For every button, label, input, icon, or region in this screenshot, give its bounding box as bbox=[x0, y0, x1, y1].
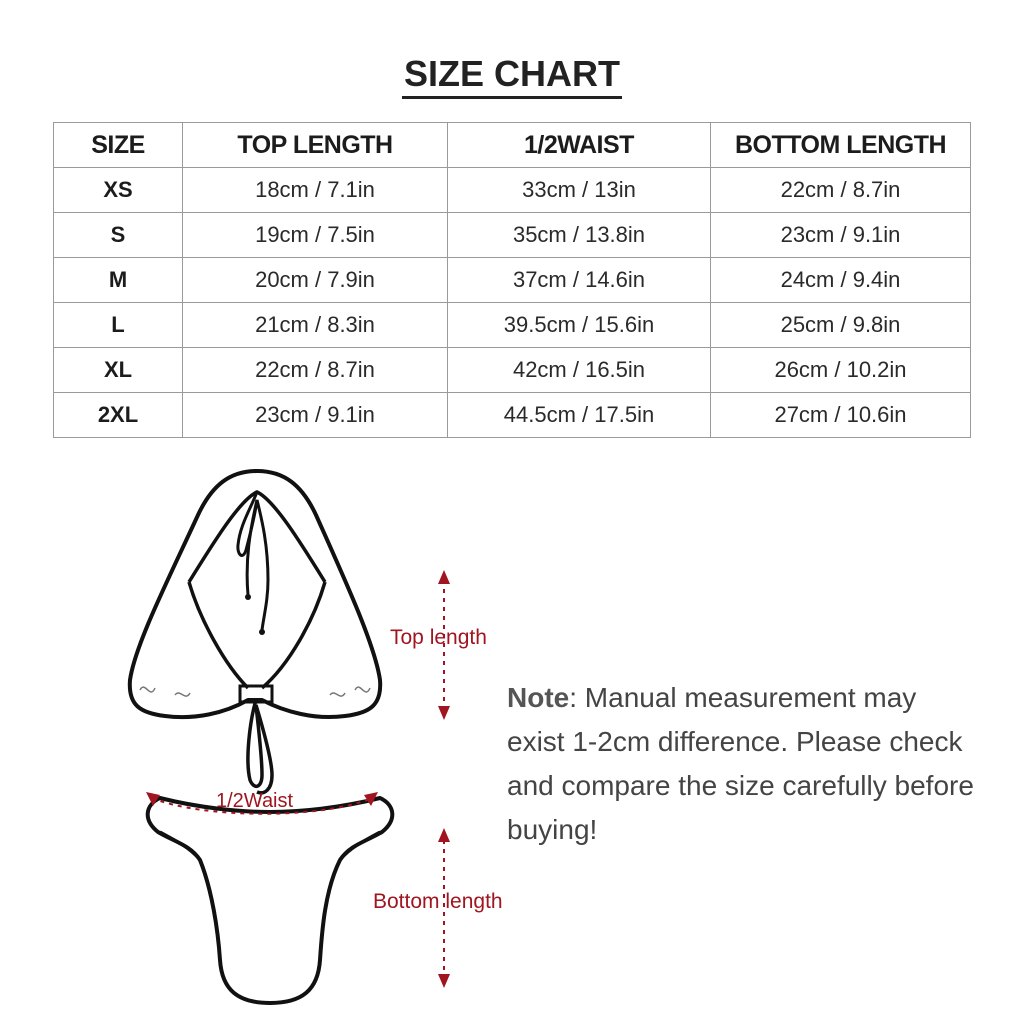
note-text bbox=[507, 676, 977, 852]
header-half-waist: 1/2WAIST bbox=[448, 123, 711, 168]
top-length-label: Top length bbox=[390, 626, 487, 649]
bottom-length-cell: 25cm / 9.8in bbox=[711, 303, 971, 348]
top-length-cell: 22cm / 8.7in bbox=[183, 348, 448, 393]
size-cell: S bbox=[54, 213, 183, 258]
bikini-bottom-outline bbox=[148, 798, 393, 1003]
note-heading: Note bbox=[507, 682, 570, 713]
size-cell: 2XL bbox=[54, 393, 183, 438]
bottom-length-label: Bottom length bbox=[373, 890, 503, 913]
top-length-cell: 20cm / 7.9in bbox=[183, 258, 448, 303]
size-cell: XS bbox=[54, 168, 183, 213]
half-waist-cell: 37cm / 14.6in bbox=[448, 258, 711, 303]
size-cell: XL bbox=[54, 348, 183, 393]
header-bottom-length: BOTTOM LENGTH bbox=[711, 123, 971, 168]
size-cell: M bbox=[54, 258, 183, 303]
half-waist-label: 1/2Waist bbox=[216, 790, 294, 812]
header-size: SIZE bbox=[54, 123, 183, 168]
note-body: : Manual measurement may exist 1-2cm difference. Please check and compare the size carefully before buying! bbox=[507, 682, 974, 845]
bottom-length-cell: 26cm / 10.2in bbox=[711, 348, 971, 393]
center-tie bbox=[248, 700, 272, 793]
size-cell: L bbox=[54, 303, 183, 348]
cup-seam-right bbox=[262, 582, 325, 688]
page-title-text: SIZE CHART bbox=[402, 52, 622, 99]
top-length-cell: 23cm / 9.1in bbox=[183, 393, 448, 438]
half-waist-cell: 44.5cm / 17.5in bbox=[448, 393, 711, 438]
half-waist-cell: 39.5cm / 15.6in bbox=[448, 303, 711, 348]
bottom-length-cell: 27cm / 10.6in bbox=[711, 393, 971, 438]
half-waist-cell: 33cm / 13in bbox=[448, 168, 711, 213]
half-waist-cell: 42cm / 16.5in bbox=[448, 348, 711, 393]
bottom-length-cell: 23cm / 9.1in bbox=[711, 213, 971, 258]
top-length-cell: 19cm / 7.5in bbox=[183, 213, 448, 258]
cup-seam-left bbox=[189, 582, 248, 688]
bottom-length-cell: 24cm / 9.4in bbox=[711, 258, 971, 303]
top-length-cell: 18cm / 7.1in bbox=[183, 168, 448, 213]
header-top-length: TOP LENGTH bbox=[183, 123, 448, 168]
bottom-length-cell: 22cm / 8.7in bbox=[711, 168, 971, 213]
top-length-cell: 21cm / 8.3in bbox=[183, 303, 448, 348]
half-waist-cell: 35cm / 13.8in bbox=[448, 213, 711, 258]
